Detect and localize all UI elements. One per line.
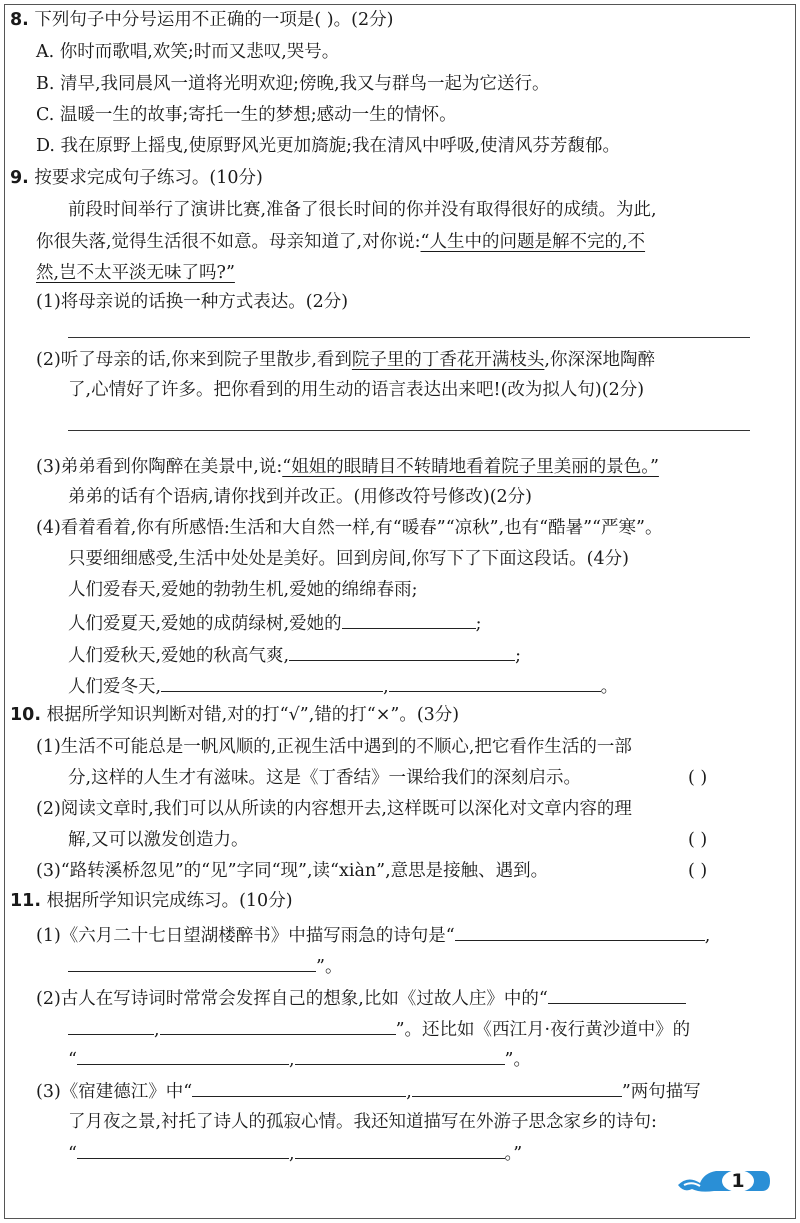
q11-sub2-blank3[interactable] [160, 1016, 396, 1035]
q9-poem-line4 [68, 673, 618, 699]
q11-sub2-blank5[interactable] [295, 1046, 505, 1065]
q11-sub2-end: ”。 [504, 1050, 531, 1070]
q11-sub1-line1 [36, 922, 710, 948]
q11-sub1-line2 [68, 953, 342, 979]
q11-sub3-comma: , [406, 1082, 412, 1102]
q11-sub3-line2: 了月夜之景,衬托了诗人的孤寂心情。我还知道描写在外游子思念家乡的诗句: [68, 1112, 657, 1132]
q9-sub3-line1 [36, 455, 659, 479]
q11-sub1-blank2[interactable] [68, 953, 316, 972]
q10-item2-line1: (2)阅读文章时,我们可以从所读的内容想开去,这样既可以深化对文章内容的理 [36, 799, 632, 819]
q10-stem [10, 703, 459, 727]
q9-sub2-text: (2)听了母亲的话,你来到院子里散步,看到 [36, 350, 352, 370]
q11-sub2-comma2: , [288, 1050, 295, 1070]
q9-sub2-underlined: 院子里的丁香花开满枝头 [351, 350, 545, 370]
q9-poem4-comma: , [383, 677, 389, 697]
q9-poem-line1: 人们爱春天,爱她的勃勃生机,爱她的绵绵春雨; [68, 580, 418, 600]
q11-sub3-line1 [36, 1078, 701, 1104]
q9-sub1: (1)将母亲说的话换一种方式表达。(2分) [36, 292, 349, 312]
q10-item1-line2: 分,这样的人生才有滋味。这是《丁香结》一课给我们的深刻启示。 [68, 768, 582, 788]
q9-poem4-text: 人们爱冬天, [68, 677, 162, 697]
q9-sub2-answer-line[interactable] [68, 430, 750, 431]
q9-sub4-line1: (4)看着看着,你有所感悟:生活和大自然一样,有“暖春”“凉秋”,也有“酷暑”“严寒”。 [36, 518, 663, 538]
q11-sub3-blank1[interactable] [192, 1078, 406, 1097]
q11-sub3-open-quote: “ [68, 1144, 77, 1164]
q11-sub1-comma: , [704, 926, 711, 946]
q9-poem4-blank1[interactable] [161, 673, 383, 692]
q9-sub3-line2: 弟弟的话有个语病,请你找到并改正。(用修改符号修改)(2分) [68, 487, 533, 507]
q9-mother-quote: “人生中的问题是解不完的,不 [420, 232, 646, 252]
q9-paragraph-line3 [36, 261, 235, 285]
q9-poem-line3 [68, 642, 521, 668]
q11-sub3-comma2: , [288, 1144, 295, 1164]
page-number-badge [674, 1163, 774, 1199]
q11-sub3-blank4[interactable] [295, 1140, 505, 1159]
q11-sub3-blank3[interactable] [77, 1140, 289, 1159]
q9-poem2-punct: ; [475, 614, 482, 634]
q10-number: 10. [10, 705, 42, 725]
q9-sub3-text: (3)弟弟看到你陶醉在美景中,说: [36, 457, 283, 477]
q8-option-d: D. 我在原野上摇曳,使原野风光更加旖旎;我在清风中呼吸,使清风芬芳馥郁。 [36, 136, 621, 156]
q11-sub2-blank1[interactable] [548, 985, 686, 1004]
q9-paragraph-line2 [36, 230, 645, 254]
q9-poem2-blank[interactable] [342, 610, 476, 629]
q11-sub3-text2: ”两句描写 [621, 1082, 701, 1102]
q11-sub2-text: (2)古人在写诗词时常常会发挥自己的想象,比如《过故人庄》中的“ [36, 989, 548, 1009]
q9-poem4-blank2[interactable] [389, 673, 601, 692]
page-badge-graphic [674, 1163, 774, 1199]
q9-poem3-punct: ; [515, 646, 522, 666]
q11-sub1-end: ”。 [316, 957, 343, 977]
q11-sub2-blank4[interactable] [77, 1046, 289, 1065]
q9-poem-line2 [68, 610, 482, 636]
q9-poem4-period: 。 [600, 677, 619, 697]
q11-sub2-line2 [68, 1016, 690, 1042]
q10-stem-text: 根据所学知识判断对错,对的打“√”,错的打“×”。(3分) [46, 705, 460, 725]
q9-number: 9. [10, 168, 29, 188]
q11-stem [10, 889, 293, 913]
q11-sub1-text: (1)《六月二十七日望湖楼醉书》中描写雨急的诗句是“ [36, 926, 455, 946]
q11-sub3-blank2[interactable] [412, 1078, 622, 1097]
q10-item3: (3)“路转溪桥忽见”的“见”字同“现”,读“xiàn”,意思是接触、遇到。 [36, 861, 549, 881]
q8-stem-text: 下列句子中分号运用不正确的一项是( )。(2分) [34, 10, 394, 30]
q11-sub2-text2: ”。还比如《西江月·夜行黄沙道中》的 [395, 1020, 691, 1040]
q11-sub3-line3 [68, 1140, 522, 1166]
q9-stem-text: 按要求完成句子练习。(10分) [34, 168, 263, 188]
q9-poem3-text: 人们爱秋天,爱她的秋高气爽, [68, 646, 290, 666]
q9-sub2-line1 [36, 348, 655, 372]
q9-sub3-sentence[interactable]: “姐姐的眼睛目不转睛地看着院子里美丽的景色。” [282, 457, 659, 477]
page-number: 1 [731, 1170, 745, 1192]
q11-sub2-comma: , [154, 1020, 160, 1040]
q11-sub1-blank1[interactable] [455, 922, 705, 941]
q8-option-a: A. 你时而歌唱,欢笑;时而又悲叹,哭号。 [36, 42, 340, 62]
q11-sub3-end: 。” [504, 1144, 523, 1164]
q11-sub3-text: (3)《宿建德江》中“ [36, 1082, 193, 1102]
q11-sub2-blank2[interactable] [68, 1016, 154, 1035]
q11-sub2-open-quote: “ [68, 1050, 77, 1070]
q11-sub2-line1 [36, 985, 686, 1011]
q9-sub4-line2: 只要细细感受,生活中处处是美好。回到房间,你写下了下面这段话。(4分) [68, 549, 629, 569]
q8-stem [10, 8, 393, 32]
q8-option-c: C. 温暖一生的故事;寄托一生的梦想;感动一生的情怀。 [36, 105, 457, 125]
q11-sub2-line3 [68, 1046, 531, 1072]
q9-sub2-text-end: ,你深深地陶醉 [544, 350, 655, 370]
q9-sub2-line2: 了,心情好了许多。把你看到的用生动的语言表达出来吧!(改为拟人句)(2分) [68, 380, 645, 400]
q9-mother-quote-end: 然,岂不太平淡无味了吗?” [36, 263, 235, 283]
q10-item2-answer[interactable]: ( ) [688, 830, 708, 850]
q9-poem2-text: 人们爱夏天,爱她的成荫绿树,爱她的 [68, 614, 342, 634]
q9-stem [10, 166, 263, 190]
q9-sub1-answer-line[interactable] [68, 337, 750, 338]
q10-item1-answer[interactable]: ( ) [688, 768, 708, 788]
q9-paragraph-line1: 前段时间举行了演讲比赛,准备了很长时间的你并没有取得很好的成绩。为此, [68, 200, 657, 220]
q9-paragraph-line2-text: 你很失落,觉得生活很不如意。母亲知道了,对你说: [36, 232, 421, 252]
q8-number: 8. [10, 10, 29, 30]
q10-item2-line2: 解,又可以激发创造力。 [68, 830, 249, 850]
q9-poem3-blank[interactable] [289, 642, 515, 661]
q11-number: 11. [10, 891, 42, 911]
q8-option-b: B. 清早,我同晨风一道将光明欢迎;傍晚,我又与群鸟一起为它送行。 [36, 74, 550, 94]
q10-item1-line1: (1)生活不可能总是一帆风顺的,正视生活中遇到的不顺心,把它看作生活的一部 [36, 737, 632, 757]
q11-stem-text: 根据所学知识完成练习。(10分) [46, 891, 293, 911]
q10-item3-answer[interactable]: ( ) [688, 861, 708, 881]
